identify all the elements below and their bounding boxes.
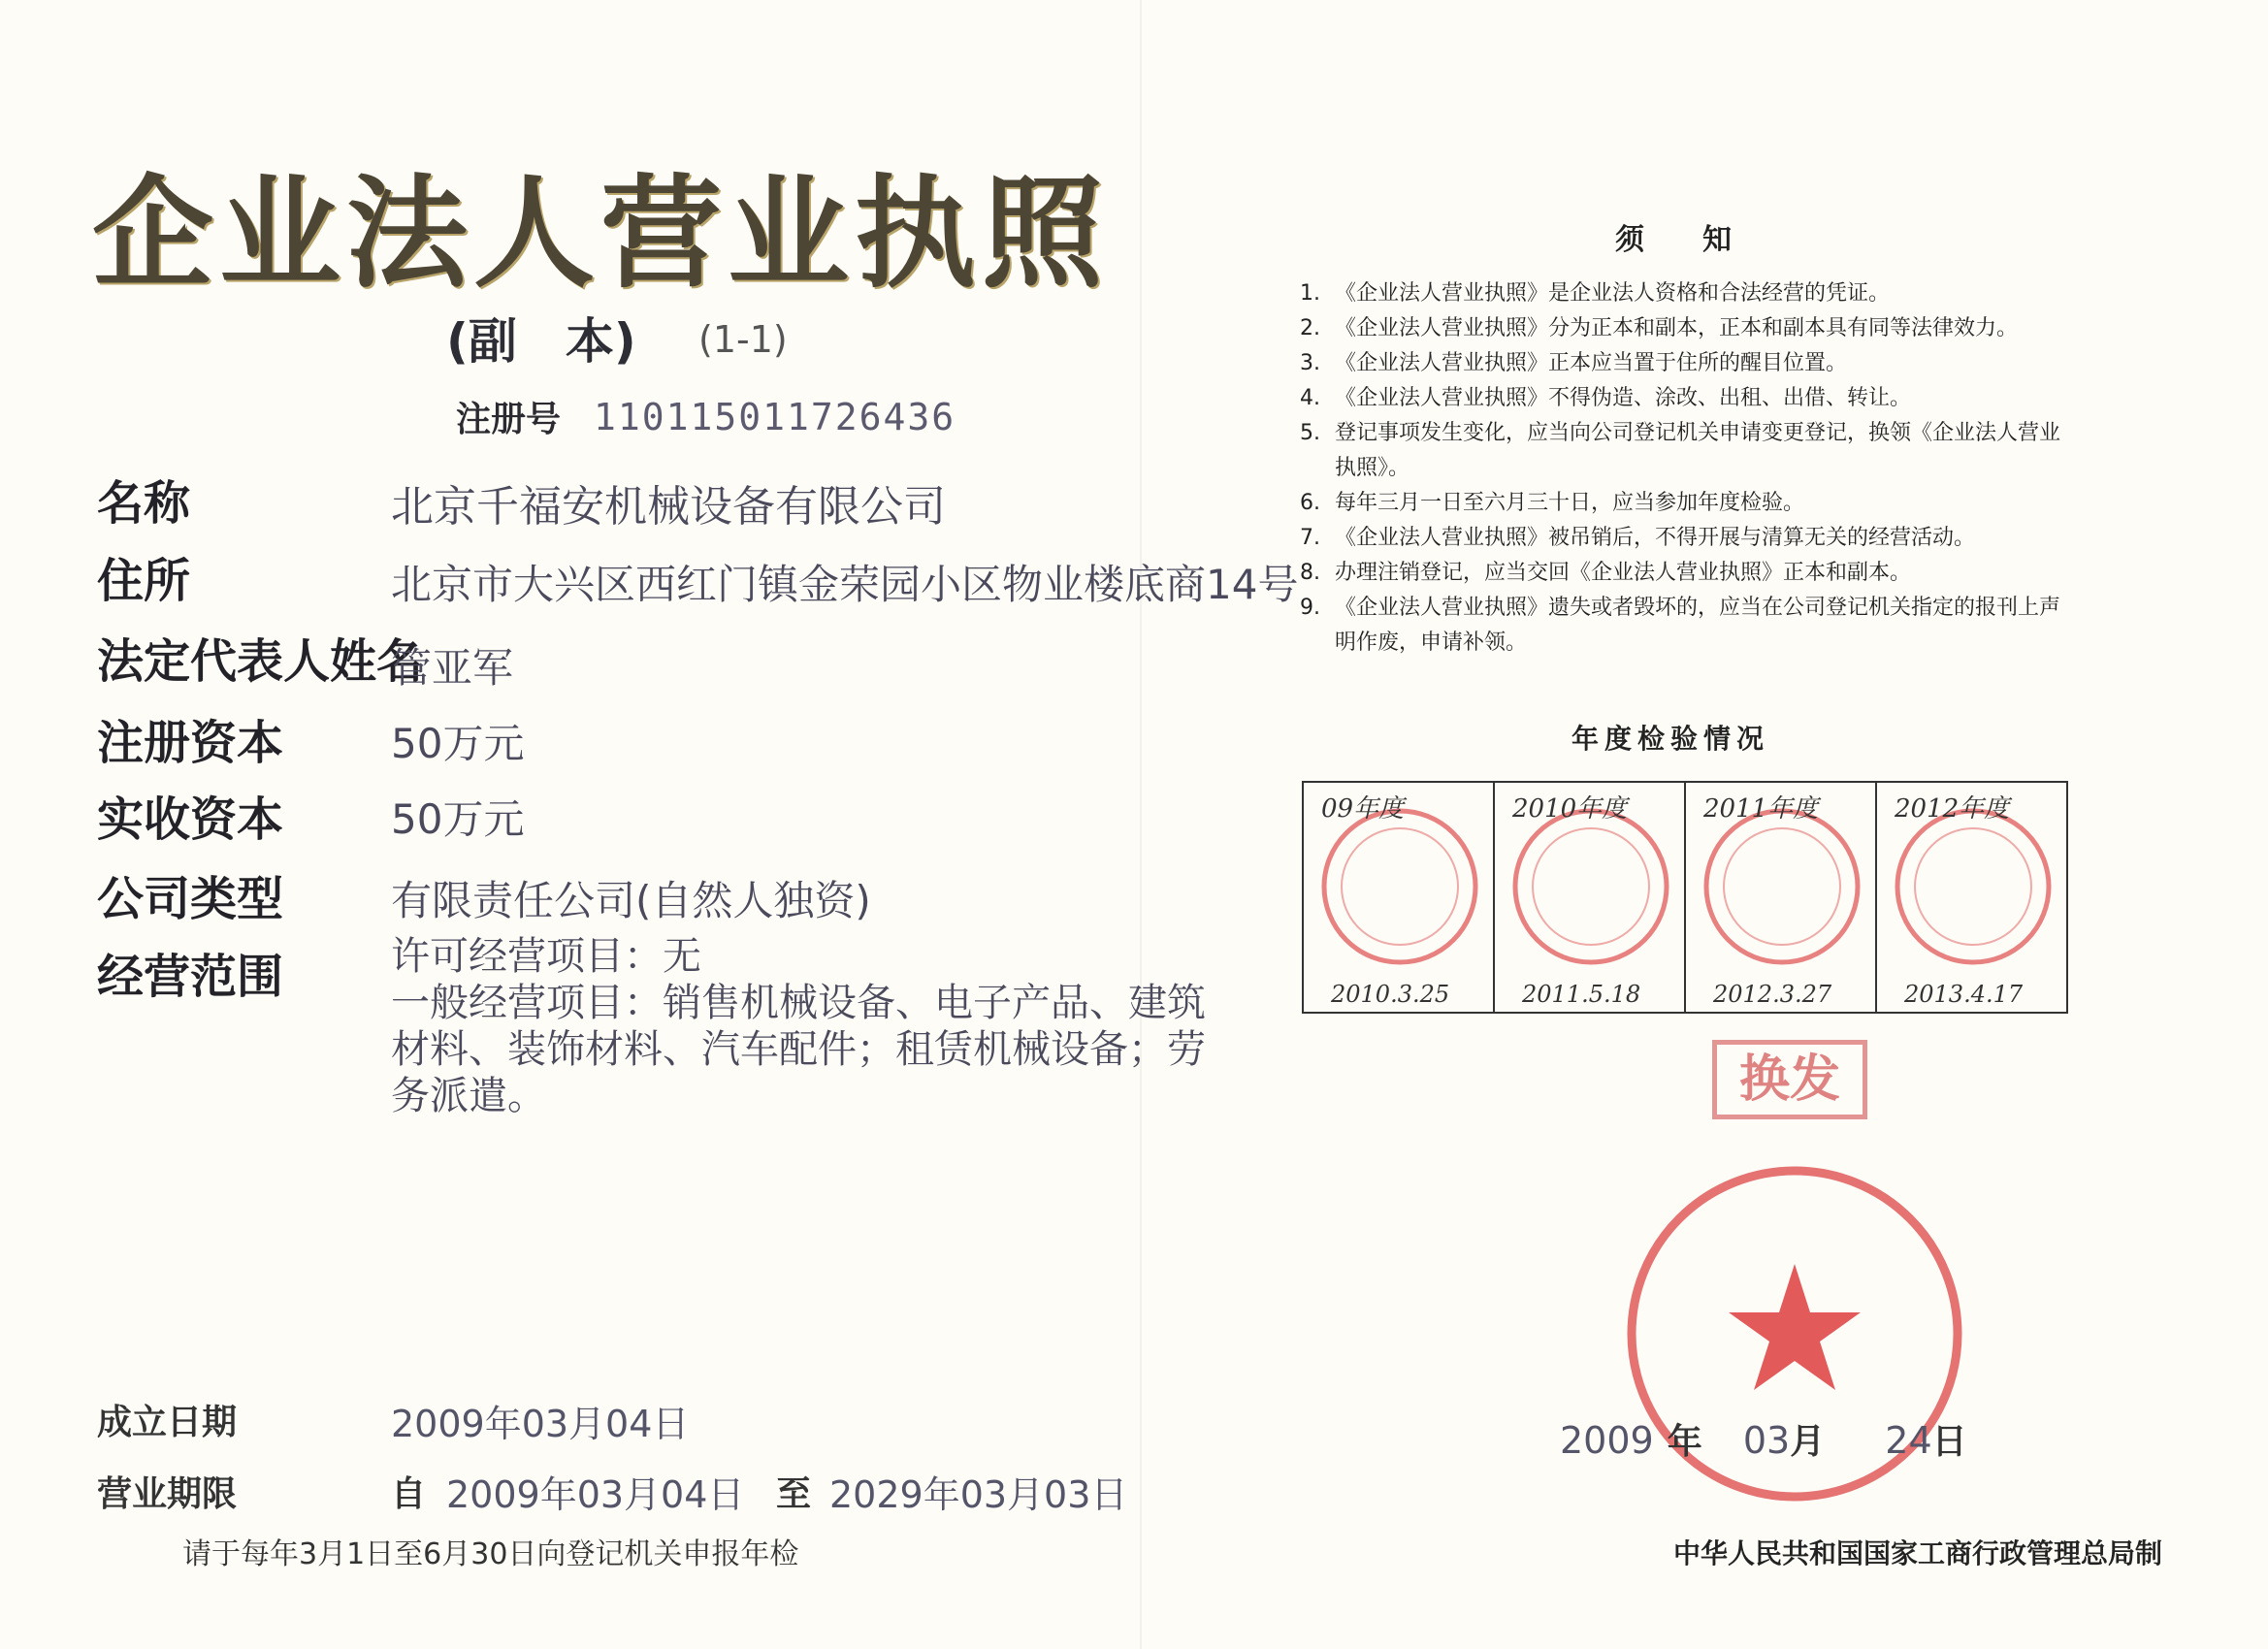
registration-number-label: 注册号 [456, 400, 562, 439]
notice-item-text: 《企业法人营业执照》是企业法人资格和合法经营的凭证。 [1335, 281, 1891, 306]
established-date: 2009年03月04日 [391, 1403, 690, 1445]
notice-item-number: 4. [1300, 386, 1320, 410]
paid-capital-label: 实收资本 [97, 792, 284, 847]
notice-item [1300, 346, 2076, 381]
registration-number: 110115011726436 [594, 396, 956, 438]
inspection-cell [1495, 783, 1686, 1012]
notice-item [1300, 521, 2076, 556]
notice-item-number: 3. [1300, 351, 1320, 375]
notice-item [1300, 556, 2076, 591]
notice-item-number: 1. [1300, 281, 1320, 306]
term-label: 营业期限 [97, 1474, 238, 1514]
notice-item [1300, 311, 2076, 346]
business-scope [391, 933, 1235, 1119]
notice-item-number: 6. [1300, 491, 1320, 515]
notice-item-number: 8. [1300, 561, 1320, 585]
notice-list [1300, 276, 2076, 661]
scope-licensed: 许可经营项目：无 [391, 934, 701, 979]
inspection-reminder: 请于每年3月1日至6月30日向登记机关申报年检 [182, 1537, 799, 1571]
inspection-date: 2011.5.18 [1522, 981, 1641, 1008]
company-address: 北京市大兴区西红门镇金荣园小区物业楼底商14号 [391, 561, 1299, 608]
inspection-stamp [1891, 804, 2056, 969]
notice-title: 须知 [1615, 223, 1790, 257]
page-fold [1140, 0, 1142, 1649]
notice-item-text: 每年三月一日至六月三十日，应当参加年度检验。 [1335, 491, 1805, 515]
inspection-year: 2012年度 [1895, 794, 2010, 824]
notice-item-number: 7. [1300, 526, 1320, 550]
term-to: 2029年03月03日 [829, 1473, 1128, 1516]
inspection-year: 09年度 [1321, 794, 1405, 824]
copy-type: (副 本) [446, 313, 636, 370]
notice-item-text: 办理注销登记，应当交回《企业法人营业执照》正本和副本。 [1335, 561, 1912, 585]
paid-capital: 50万元 [391, 795, 525, 843]
seal-star-icon [1729, 1264, 1861, 1390]
inspection-date: 2012.3.27 [1713, 981, 1832, 1008]
inspection-year: 2010年度 [1512, 794, 1628, 824]
business-scope-label: 经营范围 [97, 950, 284, 1004]
inspection-stamp [1317, 804, 1482, 969]
registered-capital-label: 注册资本 [97, 716, 284, 770]
inspection-stamp [1700, 804, 1864, 969]
reissue-stamp: 换发 [1712, 1040, 1867, 1119]
inspection-year: 2011年度 [1703, 794, 1819, 824]
inspection-cell [1686, 783, 1877, 1012]
document-title: 企业法人营业执照 [92, 163, 1109, 305]
notice-item-text: 《企业法人营业执照》被吊销后，不得开展与清算无关的经营活动。 [1335, 526, 1976, 550]
notice-item-text: 《企业法人营业执照》正本应当置于住所的醒目位置。 [1335, 351, 1848, 375]
notice-item [1300, 276, 2076, 311]
registered-capital: 50万元 [391, 720, 525, 767]
notice-item-text: 《企业法人营业执照》分为正本和副本，正本和副本具有同等法律效力。 [1335, 316, 2019, 340]
legal-representative: 管亚军 [391, 644, 514, 692]
name-label: 名称 [97, 476, 191, 531]
inspection-stamp [1508, 804, 1673, 969]
annual-inspection-table [1302, 781, 2068, 1014]
company-name: 北京千福安机械设备有限公司 [391, 482, 946, 532]
copy-number: (1-1) [698, 318, 788, 361]
scope-general: 一般经营项目：销售机械设备、电子产品、建筑材料、装饰材料、汽车配件；租赁机械设备；劳务派遣。 [391, 981, 1206, 1118]
notice-item-text: 登记事项发生变化，应当向公司登记机关申请变更登记，换领《企业法人营业执照》。 [1335, 421, 2061, 480]
address-label: 住所 [97, 554, 191, 608]
issuing-authority: 中华人民共和国国家工商行政管理总局制 [1673, 1537, 2163, 1569]
company-type-label: 公司类型 [97, 872, 284, 926]
inspection-cell [1304, 783, 1495, 1012]
term-to-word: 至 [776, 1474, 812, 1514]
legal-rep-label: 法定代表人姓名 [97, 634, 424, 689]
established-label: 成立日期 [97, 1403, 238, 1442]
notice-item-number: 9. [1300, 596, 1320, 620]
notice-item-number: 5. [1300, 421, 1320, 445]
inspection-cell [1877, 783, 2066, 1012]
notice-item-text: 《企业法人营业执照》遗失或者毁坏的，应当在公司登记机关指定的报刊上声明作废，申请补领。 [1335, 596, 2061, 655]
term-from-word: 自 [391, 1474, 427, 1514]
issue-date: 2009 年 03月 24日 [1560, 1419, 1967, 1462]
term-from: 2009年03月04日 [446, 1473, 745, 1516]
notice-item-number: 2. [1300, 316, 1320, 340]
notice-item-text: 《企业法人营业执照》不得伪造、涂改、出租、出借、转让。 [1335, 386, 1912, 410]
annual-inspection-title: 年度检验情况 [1571, 723, 1770, 755]
notice-item [1300, 591, 2076, 661]
company-type: 有限责任公司(自然人独资) [391, 877, 871, 924]
notice-item [1300, 416, 2076, 486]
inspection-date: 2010.3.25 [1331, 981, 1450, 1008]
inspection-date: 2013.4.17 [1904, 981, 2024, 1008]
notice-item [1300, 486, 2076, 521]
notice-item [1300, 381, 2076, 416]
